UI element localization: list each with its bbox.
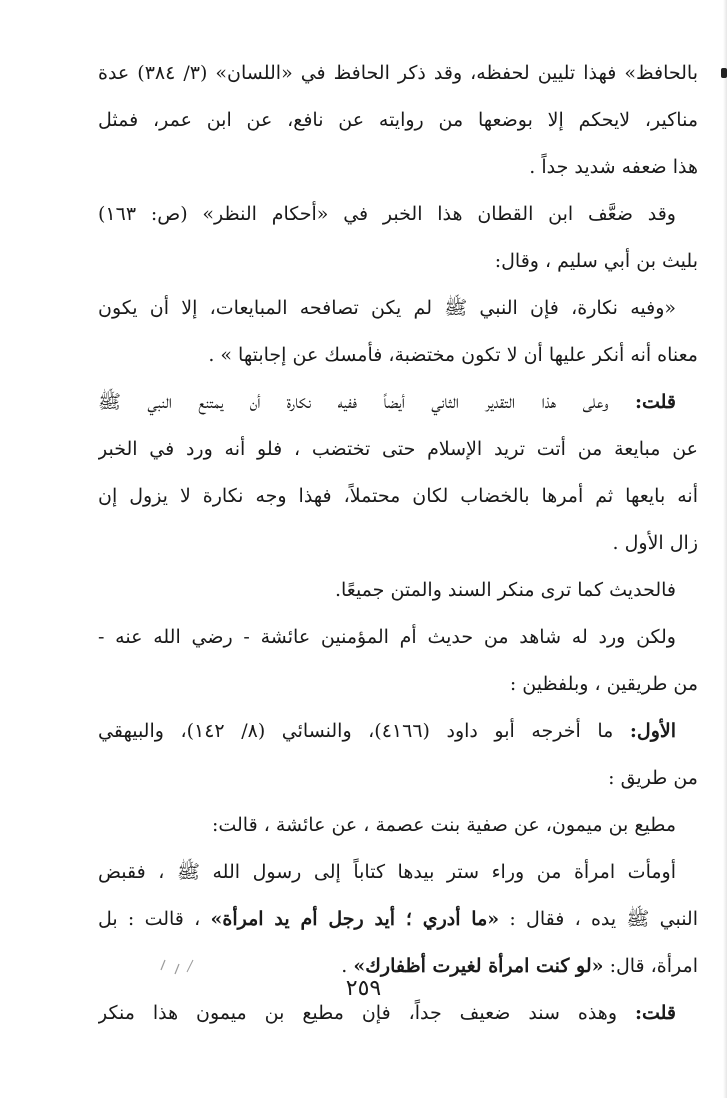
line-text: عن مبايعة من أتت تريد الإسلام حتى تختضب ، فلو أنه ورد في الخبر — [98, 438, 698, 460]
line-text-after: . — [341, 955, 348, 977]
line-text: وقد ضعَّف ابن القطان هذا الخبر في «أحكام النظر» (ص: ١٦٣) — [98, 203, 676, 225]
text-line — [98, 238, 698, 285]
line-text: «وفيه نكارة، فإن النبي ﷺ لم يكن تصافحه المبايعات، إلا أن يكون — [98, 297, 676, 319]
line-text: من طريقين ، وبلفظين : — [509, 673, 698, 695]
lead-word: قلت: — [634, 1002, 676, 1024]
lead-word: الأول: — [629, 720, 676, 742]
text-line — [98, 426, 698, 473]
text-line — [98, 379, 698, 426]
line-text: مناكير، لايحكم إلا بوضعها من روايته عن نافع، عن ابن عمر، فمثل — [98, 109, 698, 131]
text-line — [98, 614, 698, 661]
line-text: معناه أنه أنكر عليها أن لا تكون مختضبة، فأمسك عن إجابتها » . — [208, 344, 698, 366]
line-text: بليث بن أبي سليم ، وقال: — [494, 250, 698, 272]
line-text: مطيع بن ميمون، عن صفية بنت عصمة ، عن عائشة ، قالت: — [211, 814, 676, 836]
line-text: من طريق : — [608, 767, 698, 789]
hadith-line — [98, 896, 698, 943]
line-text-after: ، قالت : بل — [98, 908, 201, 930]
line-text: أنه بايعها ثم أمرها بالخضاب لكان محتملاً، فهذا وجه نكارة لا يزول إن — [98, 485, 698, 507]
hadith-quote: «ما أدري ؛ أيد رجل أم يد امرأة» — [210, 908, 500, 930]
text-line — [98, 144, 698, 191]
text-line — [98, 755, 698, 802]
line-text: امرأة، قال: — [609, 955, 698, 977]
line-text: ولكن ورد له شاهد من حديث أم المؤمنين عائشة - رضي الله عنه - — [98, 626, 676, 648]
text-line — [98, 708, 698, 755]
text-line — [98, 97, 698, 144]
text-line — [98, 520, 698, 567]
text-line — [98, 473, 698, 520]
hadith-quote: «لو كنت امرأة لغيرت أظفارك» — [353, 955, 604, 977]
text-line — [98, 661, 698, 708]
line-text: أومأت امرأة من وراء ستر بيدها كتاباً إلى رسول الله ﷺ ، فقبض — [98, 861, 676, 883]
line-text: وعلى هذا التقدير الثاني أيضاً ففيه نكارة أن يمتنع النبي ﷺ — [98, 391, 609, 413]
line-text: النبي ﷺ يده ، فقال : — [509, 908, 698, 930]
line-text: بالحافظ» فهذا تليين لحفظه، وقد ذكر الحافظ في «اللسان» (٣/ ٣٨٤) عدة — [98, 62, 698, 84]
text-line — [98, 191, 698, 238]
text-line — [98, 802, 698, 849]
text-line — [98, 567, 698, 614]
page-number: ٢٥٩ — [345, 976, 382, 1001]
line-text: وهذه سند ضعيف جداً، فإن مطيع بن ميمون هذا منكر — [98, 1002, 617, 1024]
hadith-line — [98, 849, 698, 896]
line-text: ما أخرجه أبو داود (٤١٦٦)، والنسائي (٨/ ١٤٢)، والبيهقي — [98, 720, 614, 742]
line-text: فالحديث كما ترى منكر السند والمتن جميعًا. — [334, 579, 676, 601]
book-page-text — [98, 50, 698, 1037]
quote-line — [98, 285, 698, 332]
text-line — [98, 50, 698, 97]
margin-mark — [721, 68, 727, 78]
lead-word: قلت: — [634, 391, 676, 413]
line-text: هذا ضعفه شديد جداً . — [529, 156, 698, 178]
line-text: زال الأول . — [612, 532, 698, 554]
quote-line — [98, 332, 698, 379]
page-edge-shadow — [723, 0, 727, 1098]
pencil-marks — [155, 952, 205, 978]
